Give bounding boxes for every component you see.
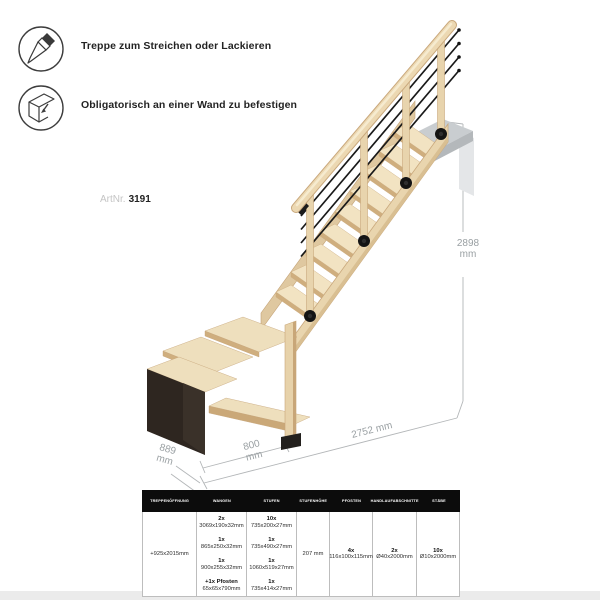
dimension-label-depth: 889 mm [154,442,178,469]
cell-wangen [197,512,247,596]
spec-table-header [142,490,460,512]
article-number [100,194,151,205]
stufen-row: 1x 735x490x27mm [250,537,293,550]
stufen-row: 10x 735x200x27mm [250,516,293,529]
cell-treppenoeffnung: +925x2015mm [142,512,197,596]
article-number-label: ArtNr. [100,194,126,205]
rod-end-caps [457,28,461,72]
cell-staebe: 10x Ø10x2000mm [417,512,460,596]
header-stufen: STUFEN [263,498,281,504]
wangen-row: +1x Pfosten 65x65x790mm [202,579,241,592]
cell-stufen [247,512,297,596]
dimension-label-run: 2752 mm [350,420,394,441]
header-treppenoeffnung: TREPPENÖFFNUNG [150,498,189,504]
spec-table [142,490,460,597]
header-pfosten: PFOSTEN [341,498,361,504]
dimension-label-width: 800 mm [242,438,264,464]
cell-handlaufabschnitte: 2x Ø40x2000mm [373,512,417,596]
treads [276,124,441,320]
handrail [296,24,452,215]
cell-pfosten: 4x 116x100x115mm [330,512,373,596]
paintbrush-icon [17,25,65,73]
notice-label-paint: Treppe zum Streichen oder Lackieren [81,40,272,52]
stufen-row: 1x 735x414x27mm [250,579,293,592]
wangen-row: 1x 900x255x32mm [200,558,243,571]
wangen-row: 2x 3069x190x32mm [199,516,244,529]
wangen-row: 1x 865x250x32mm [200,537,243,550]
dimension-label-height: 2898 mm [456,238,480,261]
wall-mount-icon [17,84,65,132]
spec-table-body [142,512,460,597]
header-wangen: WANGEN [212,498,231,504]
header-handlaufabschnitte: HANDLAUFABSCHNITTE [370,498,420,504]
stufen-row: 1x 1060x519x27mm [249,558,294,571]
cell-stufenhoehe: 207 mm [297,512,330,596]
notice-label-wall: Obligatorisch an einer Wand zu befestigen [81,99,298,111]
article-number-value: 3191 [128,194,151,205]
header-staebe: STÄBE [431,498,446,504]
header-stufenhoehe: STUFENHÖHE [299,498,328,504]
